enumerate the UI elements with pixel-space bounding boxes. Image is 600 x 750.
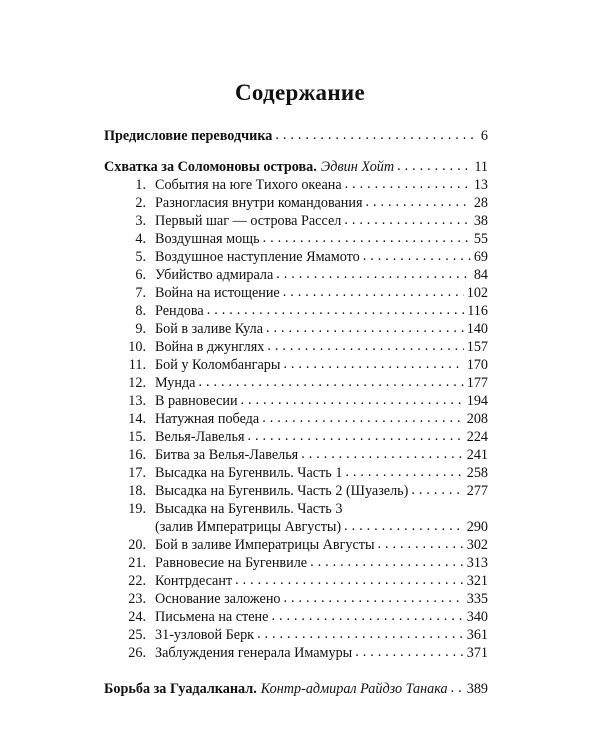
dot-leader — [397, 157, 471, 175]
dot-leader — [310, 553, 464, 571]
chapter-title: Первый шаг — острова Рассел — [155, 213, 342, 229]
chapter-number: 4. — [135, 231, 146, 247]
chapter-page: 340 — [466, 609, 488, 625]
dot-leader — [266, 319, 464, 337]
chapter-number: 10. — [128, 339, 146, 355]
chapter-title: 31-узловой Берк — [155, 627, 255, 643]
chapter-number: 20. — [128, 537, 146, 553]
chapter-number: 16. — [128, 447, 146, 463]
part-author: Контр-адмирал Райдзо Танака — [260, 681, 448, 697]
dot-leader — [411, 481, 463, 499]
chapter-title: Заблуждения генерала Имамуры — [155, 645, 353, 661]
chapter-title: Убийство адмирала — [155, 267, 274, 283]
chapter-number: 19. — [128, 501, 146, 517]
entry-page: 6 — [480, 128, 488, 144]
chapter-number: 26. — [128, 645, 146, 661]
chapter-title: Контрдесант — [155, 573, 233, 589]
chapter-page: 170 — [466, 357, 488, 373]
chapter-page: 84 — [473, 267, 488, 283]
toc-chapter-row — [104, 374, 488, 392]
chapter-number: 24. — [128, 609, 146, 625]
chapter-title: Велья-Лавелья — [155, 429, 245, 445]
page-title: Содержание — [235, 80, 365, 105]
chapter-title: Натужная победа — [155, 411, 260, 427]
chapter-title: Бой у Коломбангары — [155, 357, 281, 373]
chapter-number: 17. — [128, 465, 146, 481]
toc-chapter-row — [104, 338, 488, 356]
dot-leader — [378, 535, 464, 553]
dot-leader — [284, 589, 464, 607]
dot-leader — [262, 409, 464, 427]
chapter-number: 22. — [128, 573, 146, 589]
chapter-page: 55 — [473, 231, 488, 247]
chapter-number: 2. — [135, 195, 146, 211]
chapter-number: 13. — [128, 393, 146, 409]
dot-leader — [241, 391, 464, 409]
dot-leader — [301, 445, 464, 463]
chapter-page: 69 — [473, 249, 488, 265]
toc-chapter-row — [104, 194, 488, 212]
dot-leader — [355, 643, 464, 661]
toc-chapter-row — [104, 284, 488, 302]
chapter-title: Бой в заливе Кула — [155, 321, 264, 337]
toc-chapter-row — [104, 572, 488, 590]
chapter-page: 335 — [466, 591, 488, 607]
chapter-number: 25. — [128, 627, 146, 643]
chapter-title: Воздушное наступление Ямамото — [155, 249, 360, 265]
toc-chapter-row — [104, 482, 488, 500]
chapter-title: Равновесие на Бугенвиле — [155, 555, 308, 571]
dot-leader — [235, 571, 464, 589]
chapter-page: 194 — [466, 393, 488, 409]
chapter-number: 12. — [128, 375, 146, 391]
entry-page: 11 — [474, 159, 488, 175]
toc-chapter-row — [104, 230, 488, 248]
chapter-title: Высадка на Бугенвиль. Часть 2 (Шуазель) — [155, 483, 409, 499]
chapter-page: 290 — [466, 519, 488, 535]
dot-leader — [366, 193, 471, 211]
chapter-number: 5. — [135, 249, 146, 265]
chapter-title: Разногласия внутри командования — [155, 195, 363, 211]
chapter-number: 18. — [128, 483, 146, 499]
toc-chapter-row — [104, 176, 488, 194]
chapter-number: 14. — [128, 411, 146, 427]
chapter-number: 8. — [135, 303, 146, 319]
dot-leader — [275, 126, 478, 144]
dot-leader — [451, 679, 464, 697]
chapter-page: 258 — [466, 465, 488, 481]
chapter-page: 313 — [466, 555, 488, 571]
dot-leader — [257, 625, 464, 643]
toc-chapter-row — [104, 410, 488, 428]
part-title: Борьба за Гуадалканал. — [104, 681, 257, 697]
toc-chapter-row — [104, 302, 488, 320]
toc-chapter-row — [104, 428, 488, 446]
chapter-number: 11. — [128, 357, 146, 373]
dot-leader — [283, 355, 463, 373]
toc-entry-part2 — [104, 680, 488, 698]
dot-leader — [344, 211, 470, 229]
chapter-page: 277 — [466, 483, 488, 499]
chapter-title: Письмена на стене — [155, 609, 269, 625]
toc-entry-part1 — [104, 158, 488, 176]
dot-leader — [363, 247, 471, 265]
dot-leader — [247, 427, 463, 445]
chapter-number: 7. — [135, 285, 146, 301]
chapter-page: 371 — [466, 645, 488, 661]
chapter-number: 3. — [135, 213, 146, 229]
dot-leader — [207, 301, 465, 319]
chapter-page: 321 — [466, 573, 488, 589]
chapter-page: 241 — [466, 447, 488, 463]
part-author: Эдвин Хойт — [320, 159, 395, 175]
chapter-page: 224 — [466, 429, 488, 445]
toc-entry-preface — [104, 127, 488, 145]
chapter-page: 140 — [466, 321, 488, 337]
entry-title: Предисловие переводчика — [104, 128, 273, 144]
chapter-number: 15. — [128, 429, 146, 445]
chapter-title: События на юге Тихого океана — [155, 177, 342, 193]
toc-chapter-row — [104, 536, 488, 554]
chapter-title: Высадка на Бугенвиль. Часть 1 — [155, 465, 343, 481]
chapter-number: 21. — [128, 555, 146, 571]
chapter-page: 28 — [473, 195, 488, 211]
toc-chapter-row — [104, 464, 488, 482]
toc-chapter-row — [104, 590, 488, 608]
chapter-page: 361 — [466, 627, 488, 643]
dot-leader — [263, 229, 471, 247]
toc-chapter-row — [104, 500, 488, 518]
chapter-title: Основание заложено — [155, 591, 281, 607]
toc-chapter-row — [104, 626, 488, 644]
chapter-title: Война в джунглях — [155, 339, 265, 355]
dot-leader — [271, 607, 463, 625]
chapter-number: 9. — [135, 321, 146, 337]
chapter-page: 157 — [466, 339, 488, 355]
chapter-title: Битва за Велья-Лавелья — [155, 447, 299, 463]
chapter-title: Мунда — [155, 375, 196, 391]
toc-chapter-row — [104, 320, 488, 338]
dot-leader — [276, 265, 471, 283]
entry-page: 389 — [466, 681, 488, 697]
chapter-title: Война на истощение — [155, 285, 280, 301]
toc-chapter-row — [104, 248, 488, 266]
toc-chapter-row — [104, 212, 488, 230]
part-title: Схватка за Соломоновы острова. — [104, 159, 317, 175]
chapter-page: 177 — [466, 375, 488, 391]
toc-chapter-row — [104, 392, 488, 410]
chapter-number: 1. — [135, 177, 146, 193]
chapter-title: (залив Императрицы Августы) — [155, 519, 342, 535]
toc-chapter-row — [104, 266, 488, 284]
toc-chapter-row — [104, 446, 488, 464]
chapter-title: Бой в заливе Императрицы Августы — [155, 537, 375, 553]
toc-chapter-row-continuation — [155, 518, 488, 536]
chapter-number: 23. — [128, 591, 146, 607]
chapter-page: 38 — [473, 213, 488, 229]
dot-leader — [198, 373, 463, 391]
chapter-number: 6. — [135, 267, 146, 283]
dot-leader — [345, 463, 463, 481]
dot-leader — [345, 175, 471, 193]
chapter-page: 13 — [473, 177, 488, 193]
chapter-title: Воздушная мощь — [155, 231, 260, 247]
chapter-page: 102 — [466, 285, 488, 301]
chapter-title: В равновесии — [155, 393, 238, 409]
dot-leader — [344, 517, 464, 535]
toc-chapter-row — [104, 554, 488, 572]
chapter-title: Высадка на Бугенвиль. Часть 3 — [155, 501, 343, 517]
toc-chapter-row — [104, 644, 488, 662]
dot-leader — [283, 283, 464, 301]
chapter-page: 208 — [466, 411, 488, 427]
toc-chapter-row — [104, 608, 488, 626]
chapter-page: 116 — [467, 303, 488, 319]
chapter-title: Рендова — [155, 303, 204, 319]
chapter-page: 302 — [466, 537, 488, 553]
dot-leader — [267, 337, 463, 355]
toc-chapter-row — [104, 356, 488, 374]
